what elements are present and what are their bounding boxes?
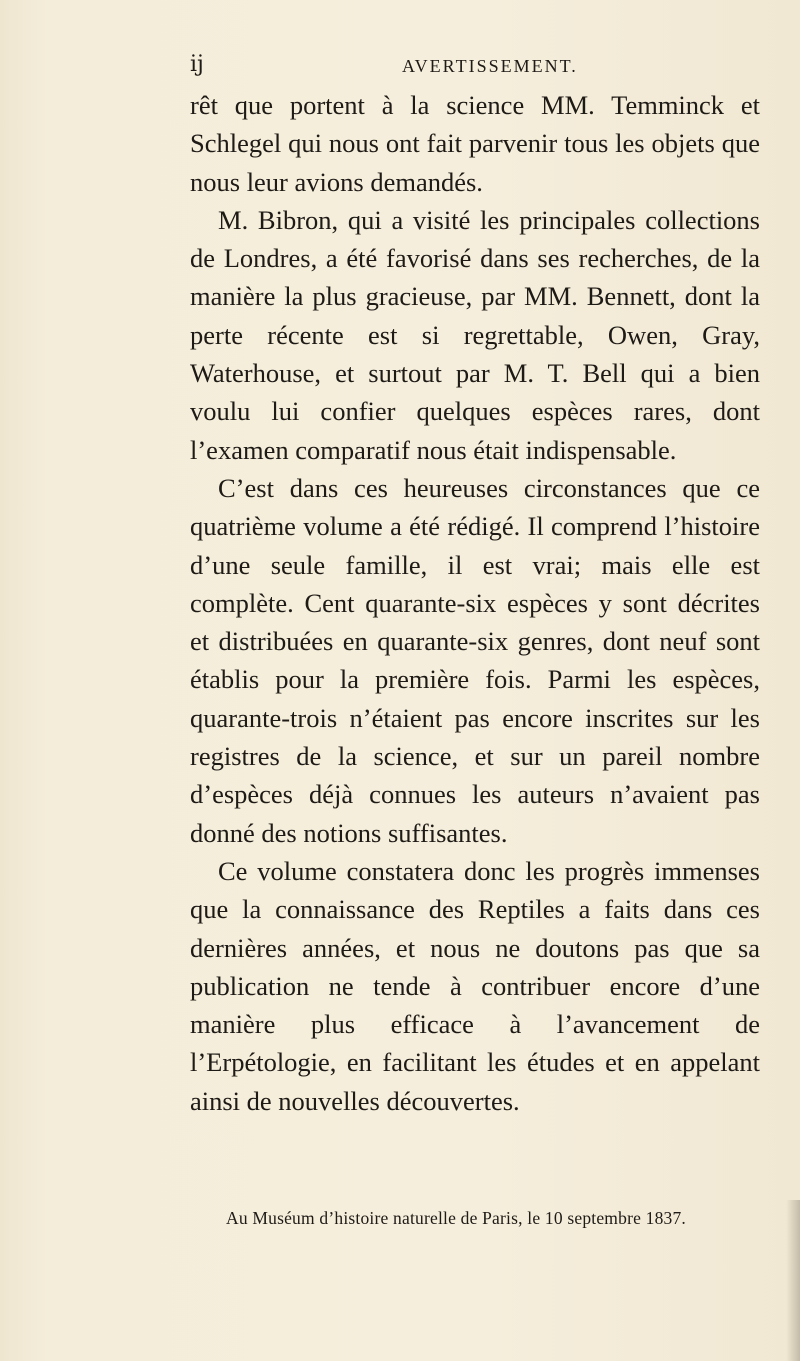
page-number: ij	[190, 52, 204, 77]
running-head: AVERTISSEMENT.	[402, 56, 578, 76]
paragraph-volume: C’est dans ces heureuses circonstances que ce quatrième volume a été rédigé. Il comprend l’histoire d’une seule famille, il est vrai; mais elle est complète. Cent quarante-six espèces y sont décrites et distribuées en quarante-six genres, dont neuf sont établis pour la première fois. Parmi les espèces, quarante-trois n’étaient pas encore inscrites sur les registres de la science, et sur un pareil nombre d’espèces déjà connues les auteurs n’avaient pas donné des notions suffisantes.	[190, 472, 760, 848]
page-edge-shadow	[786, 1200, 800, 1361]
page-header	[190, 52, 750, 82]
paragraph-conclusion: Ce volume constatera donc les progrès immenses que la connaissance des Reptiles a faits dans ces dernières années, et nous ne doutons pas que sa publication ne tende à contribuer encore d’une manière plus efficace à l’avancement de l’Erpétologie, en facilitant les études et en appelant ainsi de nouvelles découvertes.	[190, 855, 760, 1116]
paragraph-bibron: M. Bibron, qui a visité les principales collections de Londres, a été favorisé dans ses recherches, de la manière la plus gracieuse, par MM. Bennett, dont la perte récente est si regrettable, Owen, Gray, Waterhouse, et surtout par M. T. Bell qui a bien voulu lui confier quelques espèces rares, dont l’examen comparatif nous était indispensable.	[190, 204, 760, 465]
body-text	[190, 86, 760, 1120]
paragraph-continuation: rêt que portent à la science MM. Temminck et Schlegel qui nous ont fait parvenir tous les objets que nous leur avions demandés.	[190, 90, 760, 197]
signature-line: Au Muséum d’histoire naturelle de Paris, le 10 septembre 1837.	[226, 1208, 687, 1228]
